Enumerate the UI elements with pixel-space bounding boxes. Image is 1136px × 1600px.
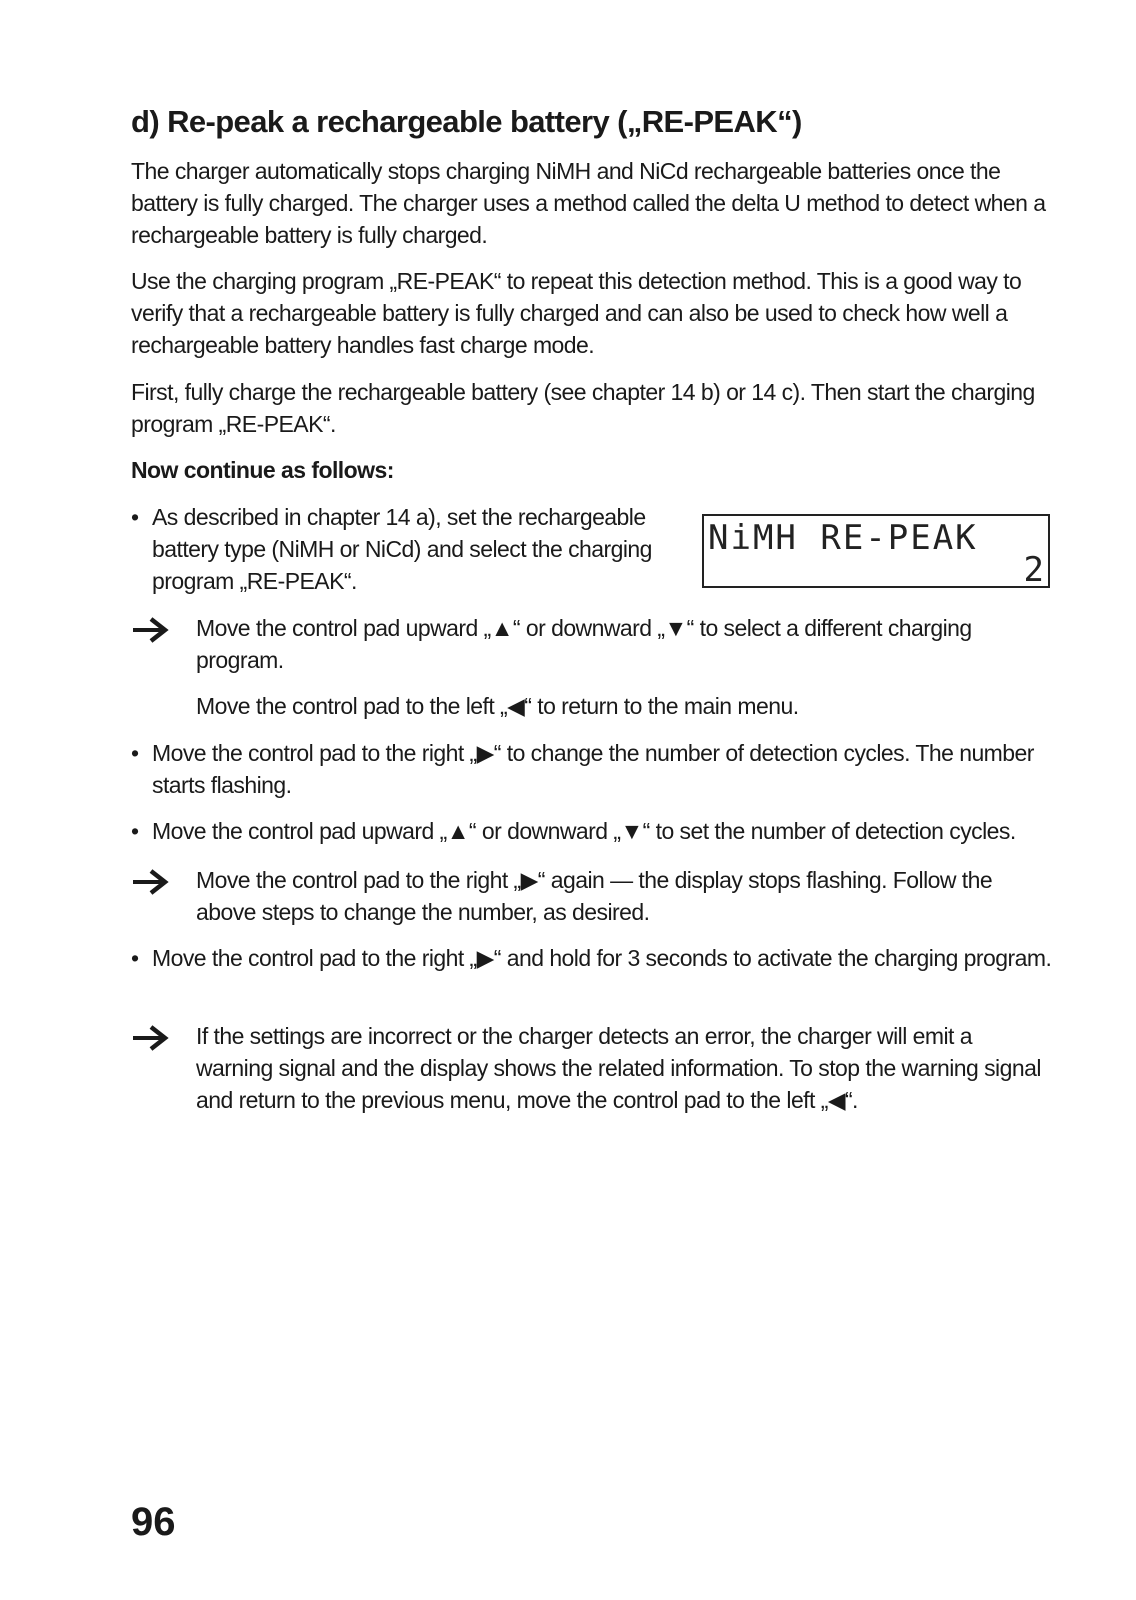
lcd-line-2: 2 [1023,550,1044,590]
first-step-paragraph: First, fully charge the rechargeable battery (see chapter 14 b) or 14 c). Then start the charging program „RE-PEAK“. [131,379,1035,437]
continue-subheading: Now continue as follows: [131,457,394,483]
bullet-mark: • [131,945,139,971]
list-item-text: Move the control pad to the right „▶“ and hold for 3 seconds to activate the charging program. [152,945,1052,971]
page-number: 96 [131,1500,176,1544]
usage-paragraph: Use the charging program „RE-PEAK“ to repeat this detection method. This is a good way to verify that a rechargeable battery is fully charged and can also be used to check how well a rechargeable battery handles fast charge mode. [131,268,1022,358]
note-text: If the settings are incorrect or the charger detects an error, the charger will emit a warning signal and the display shows the related information. To stop the warning signal and return to the previous menu, move the control pad to the left „◀“. [196,1023,1041,1113]
list-item-text: Move the control pad upward „▲“ or downward „▼“ to set the number of detection cycles. [152,818,1016,844]
arrow-right-icon [131,868,171,896]
list-item-text: Move the control pad to the right „▶“ to change the number of detection cycles. The number starts flashing. [152,740,1034,798]
section-heading: d) Re-peak a rechargeable battery („RE-PEAK“) [131,104,802,139]
bullet-mark: • [131,740,139,766]
intro-paragraph: The charger automatically stops charging NiMH and NiCd rechargeable batteries once the battery is fully charged. The charger uses a method called the delta U method to detect when a rechargeable battery is fully charged. [131,158,1046,248]
bullet-mark: • [131,818,139,844]
lcd-line-1: NiMH RE-PEAK [708,518,978,558]
arrow-right-icon [131,616,171,644]
bullet-mark: • [131,504,139,530]
lcd-display [702,514,1050,588]
arrow-right-icon [131,1024,171,1052]
note-continuation: Move the control pad to the left „◀“ to return to the main menu. [196,693,799,719]
note-text: Move the control pad to the right „▶“ again — the display stops flashing. Follow the above steps to change the number, as desired. [196,867,993,925]
note-text: Move the control pad upward „▲“ or downward „▼“ to select a different charging program. [196,615,972,673]
list-item-text: As described in chapter 14 a), set the rechargeable battery type (NiMH or NiCd) and select the charging program „RE-PEAK“. [152,504,652,594]
